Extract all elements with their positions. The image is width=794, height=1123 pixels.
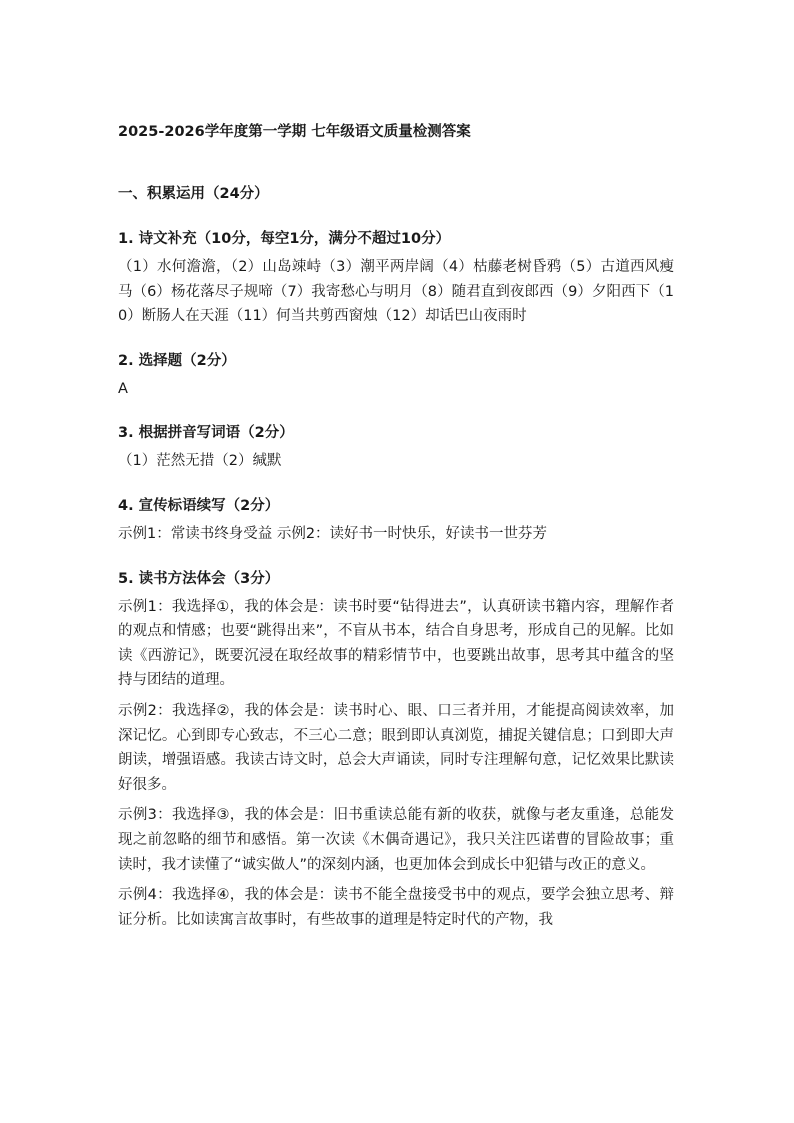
question-4-answer: 示例1：常读书终身受益 示例2：读好书一时快乐，好读书一世芬芳 [118, 525, 548, 542]
question-4-title: 4. 宣传标语续写（2分） [118, 497, 280, 514]
section-heading: 一、积累运用（24分） [118, 186, 269, 202]
question-5-example-1: 示例1：我选择①，我的体会是：读书时要“钻得进去”，认真研读书籍内容，理解作者的观点和情感；也要“跳得出来”，不盲从书本，结合自身思考，形成自己的见解。比如读《西游记》，既要沉浸在取经故事的精彩情节中，也要跳出故事，思考其中蕴含的坚持与团结的道理。 [118, 598, 674, 689]
question-1-title: 1. 诗文补充（10分，每空1分，满分不超过10分） [118, 231, 451, 247]
question-5-example-2: 示例2：我选择②，我的体会是：读书时心、眼、口三者并用，才能提高阅读效率，加深记忆。心到即专心致志，不三心二意；眼到即认真浏览，捕捉关键信息；口到即大声朗读，增强语感。我读古诗文时，总会大声诵读，同时专注理解句意，记忆效果比默读好很多。 [118, 702, 674, 793]
question-3-answer: （1）茫然无措（2）缄默 [118, 453, 282, 470]
question-3-title: 3. 根据拼音写词语（2分） [118, 425, 294, 442]
question-5-example-4: 示例4：我选择④，我的体会是：读书不能全盘接受书中的观点，要学会独立思考、辩证分析。比如读寓言故事时，有些故事的道理是特定时代的产物，我 [118, 887, 674, 928]
question-5-title: 5. 读书方法体会（3分） [118, 570, 280, 587]
question-2-answer: A [118, 380, 128, 397]
document-title: 2025-2026学年度第一学期 七年级语文质量检测答案 [118, 124, 471, 140]
question-5-example-3: 示例3：我选择③，我的体会是：旧书重读总能有新的收获，就像与老友重逢，总能发现之前忽略的细节和感悟。第一次读《木偶奇遇记》，我只关注匹诺曹的冒险故事；重读时，我才读懂了“诚实做人”的深刻内涵，也更加体会到成长中犯错与改正的意义。 [118, 807, 674, 873]
question-1-answer: （1）水何澹澹，（2）山岛竦峙（3）潮平两岸阔（4）枯藤老树昏鸦（5）古道西风瘦马（6）杨花落尽子规啼（7）我寄愁心与明月（8）随君直到夜郎西（9）夕阳西下（10）断肠人在天涯（11）何当共剪西窗烛（12）却话巴山夜雨时 [118, 259, 674, 325]
question-2-title: 2. 选择题（2分） [118, 352, 236, 369]
document-content [118, 122, 674, 932]
